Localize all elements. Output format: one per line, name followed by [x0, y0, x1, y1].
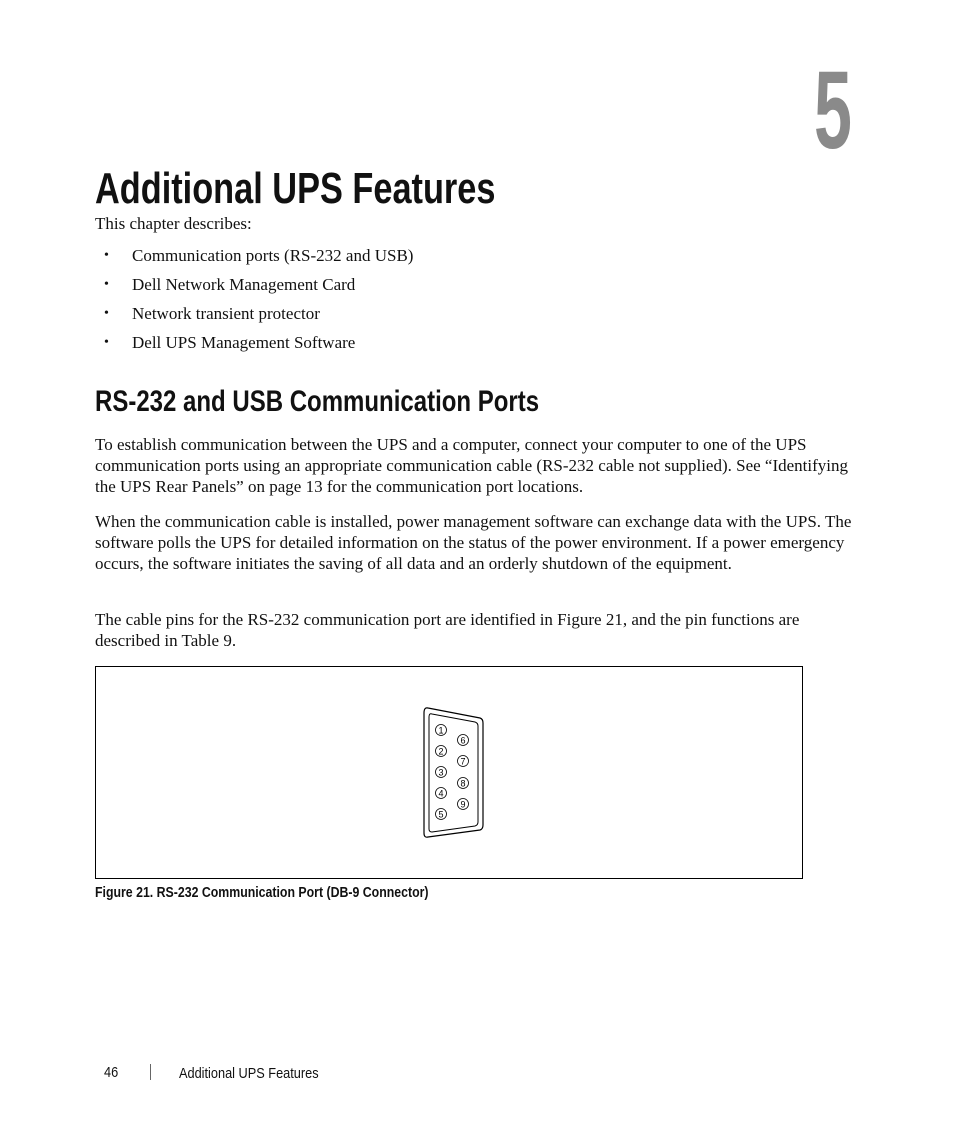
- figure-box: [95, 666, 803, 879]
- list-item: [104, 303, 413, 324]
- bullet-icon: •: [104, 306, 109, 321]
- bullet-icon: •: [104, 277, 109, 292]
- paragraph-3: The cable pins for the RS-232 communication port are identified in Figure 21, and the pin functions are described in Table 9.: [95, 610, 800, 650]
- list-item-text: Network transient protector: [132, 304, 320, 323]
- page-title: Additional UPS Features: [95, 164, 496, 213]
- section-heading: RS-232 and USB Communication Ports: [95, 385, 540, 418]
- paragraph-1: To establish communication between the UPS and a computer, connect your computer to one of the UPS communication ports using an appropriate communication cable (RS-232 cable not supplied). See “Identifying the UPS Rear Panels” on page 13 for the communication port locations.: [95, 435, 848, 496]
- footer-divider: [150, 1064, 151, 1080]
- chapter-number: 5: [814, 49, 852, 172]
- pin-label: 1: [438, 725, 444, 736]
- pin-label: 2: [438, 746, 444, 757]
- footer-title: Additional UPS Features: [179, 1065, 319, 1082]
- list-item-text: Communication ports (RS-232 and USB): [132, 246, 414, 265]
- list-item: [104, 245, 413, 266]
- bullet-icon: •: [104, 248, 109, 263]
- pin-label: 9: [460, 799, 466, 810]
- db9-connector-icon: [423, 705, 485, 839]
- paragraph-2: When the communication cable is installed, power management software can exchange data with the UPS. The software polls the UPS for detailed information on the status of the power environment. If a power emergency occurs, the software initiates the saving of all data and an orderly shutdown of the equipment.: [95, 512, 852, 573]
- pin-label: 4: [438, 788, 444, 799]
- bullet-icon: •: [104, 335, 109, 350]
- list-item-text: Dell Network Management Card: [132, 275, 356, 294]
- pin-label: 3: [438, 767, 444, 778]
- list-item: [104, 274, 413, 295]
- chapter-topics-list: [104, 245, 413, 361]
- pin-label: 7: [460, 756, 466, 767]
- figure-caption: Figure 21. RS-232 Communication Port (DB-9 Connector): [95, 885, 429, 901]
- intro-text: This chapter describes:: [95, 214, 252, 233]
- pin-label: 6: [460, 735, 466, 746]
- pin-label: 8: [460, 778, 466, 789]
- pin-label: 5: [438, 809, 444, 820]
- list-item-text: Dell UPS Management Software: [132, 333, 356, 352]
- page-number: 46: [104, 1064, 119, 1081]
- list-item: [104, 332, 413, 353]
